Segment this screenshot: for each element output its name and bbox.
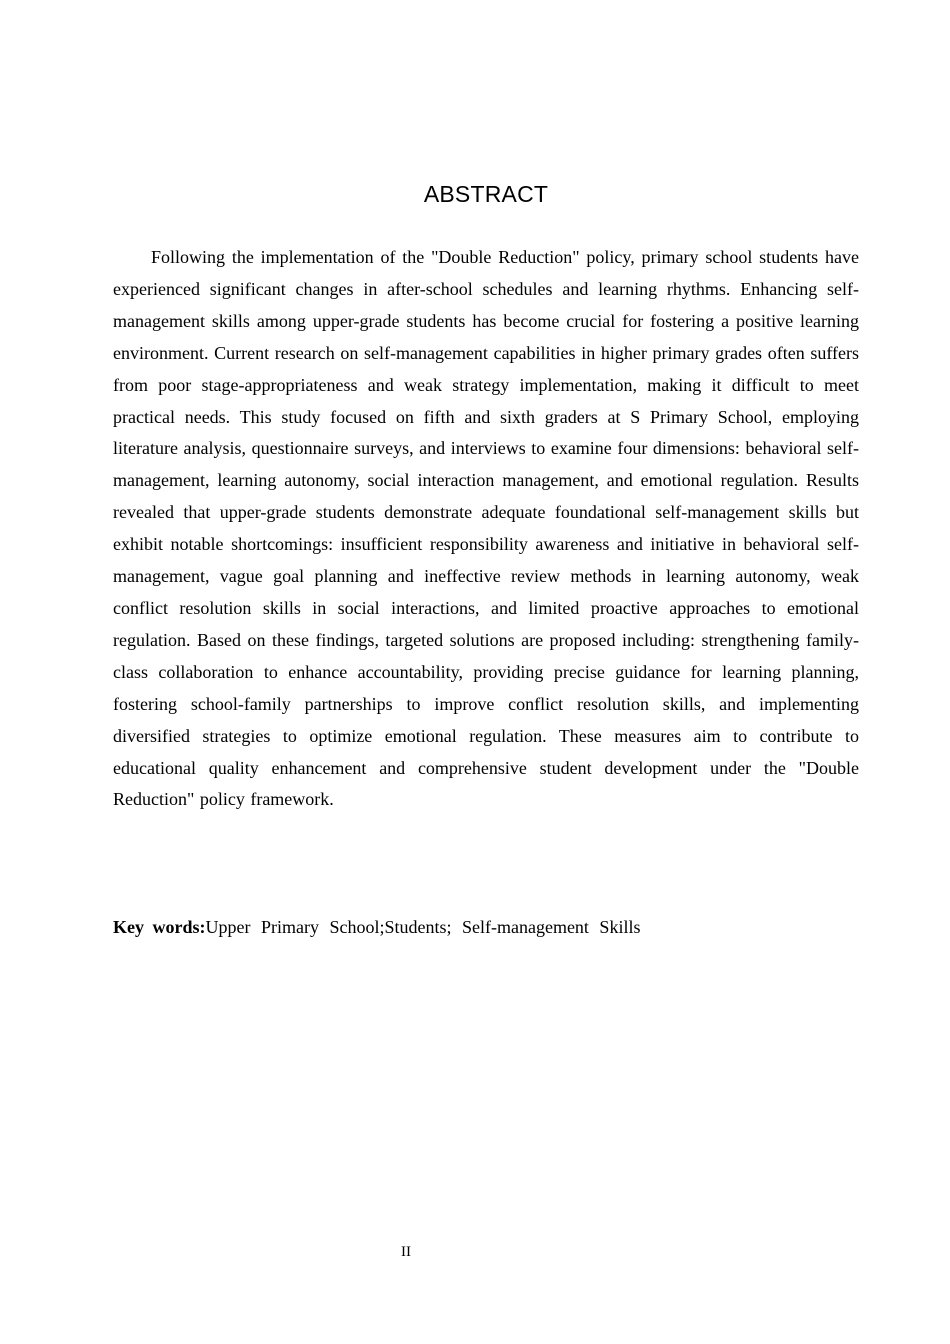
page-number: II: [401, 1244, 411, 1260]
keywords-line: [113, 912, 859, 943]
abstract-title: ABSTRACT: [423, 181, 549, 207]
keywords-value: Upper Primary School;Students; Self-management Skills: [205, 917, 641, 937]
abstract-body: Following the implementation of the "Double Reduction" policy, primary school students have experienced significant changes in after-school schedules and learning rhythms. Enhancing self-management skills among upper-grade students has become crucial for fostering a positive learning environment. Current research on self-management capabilities in higher primary grades often suffers from poor stage-appropriateness and weak strategy implementation, making it difficult to meet practical needs. This study focused on fifth and sixth graders at S Primary School, employing literature analysis, questionnaire surveys, and interviews to examine four dimensions: behavioral self-management, learning autonomy, social interaction management, and emotional regulation. Results revealed that upper-grade students demonstrate adequate foundational self-management skills but exhibit notable shortcomings: insufficient responsibility awareness and initiative in behavioral self-management, vague goal planning and ineffective review methods in learning autonomy, weak conflict resolution skills in social interactions, and limited proactive approaches to emotional regulation. Based on these findings, targeted solutions are proposed including: strengthening family-class collaboration to enhance accountability, providing precise guidance for learning planning, fostering school-family partnerships to improve conflict resolution skills, and implementing diversified strategies to optimize emotional regulation. These measures aim to contribute to educational quality enhancement and comprehensive student development under the "Double Reduction" policy framework.: [113, 247, 859, 810]
keywords-label: Key words:: [113, 917, 206, 937]
